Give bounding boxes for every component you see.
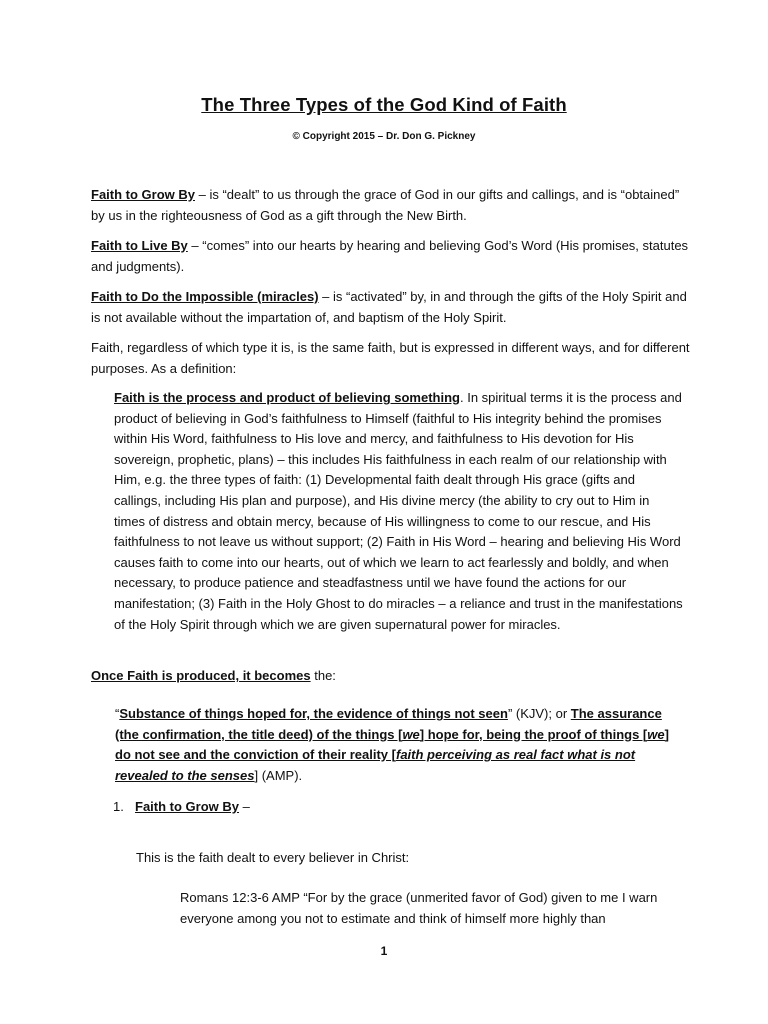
kjv-label: Substance of things hoped for, the evidence of things not seen	[119, 706, 508, 721]
faith-to-live-text: – “comes” into our hearts by hearing and believing God’s Word (His promises, statutes and judgments).	[91, 238, 689, 274]
amp-we-1: we	[402, 726, 420, 742]
amp-close: ] (AMP).	[254, 767, 303, 783]
paragraph-faith-impossible	[91, 286, 691, 328]
page-number: 1	[380, 944, 388, 958]
romans-quote: Romans 12:3-6 AMP “For by the grace (unmerited favor of God) given to me I warn everyone among you not to estimate and think of himself more highly than	[180, 890, 658, 926]
definition-intro-text: Faith, regardless of which type it is, is the same faith, but is expressed in different ways, and for different purposes. As a definition:	[91, 340, 690, 376]
faith-to-grow-text: – is “dealt” to us through the grace of God in our gifts and callings, and is “obtained” by us in the righteousness of God as a gift through the New Birth.	[91, 187, 680, 223]
list-label: Faith to Grow By	[135, 799, 239, 814]
definition-text: . In spiritual terms it is the process and product of believing in God’s faithfulness to Himself (faithful to His integrity behind the promises within His Word, faithfulness to His love and mercy, and faithfulness to His devotion for His sovereign, prophetic, plans) – this includes His faithfulness in each realm of our relationship with Him, e.g. the three types of faith: (1) Developmental faith dealt through His grace (gifts and callings, including His plan and purpose), and His divine mercy (the ability to cry out to Him in times of distress and obtain mercy, because of His willingness to come to our rescue, and His faithfulness to not leave us without support; (2) Faith in His Word – hearing and believing His Word causes faith to come into our hearts, out of which we learn to act fearlessly and boldly, and when necessary, to produce patience and steadfastness until we have found the actions for our manifestation; (3) Faith in the Holy Ghost to do miracles – a reliance and trust in the manifestations of the Holy Spirit through which we are given supernatural power for miracles.	[114, 390, 683, 632]
document-title: The Three Types of the God Kind of Faith	[201, 94, 567, 115]
faith-to-grow-label: Faith to Grow By	[91, 187, 195, 202]
faith-impossible-label: Faith to Do the Impossible (miracles)	[91, 289, 319, 304]
amp-part-1: The assurance (the confirmation, the title deed) of the things [	[115, 706, 662, 742]
definition-block	[114, 388, 684, 635]
paragraph-once-faith	[91, 665, 691, 686]
amp-italic: faith perceiving as real fact what is not revealed to the senses	[115, 747, 636, 783]
definition-label: Faith is the process and product of believing something	[114, 390, 460, 405]
once-faith-label: Once Faith is produced, it becomes	[91, 668, 311, 683]
list-item-faith-to-grow	[113, 799, 250, 814]
once-faith-text: the:	[310, 668, 336, 683]
paragraph-faith-to-live	[91, 235, 691, 277]
paragraph-definition-intro	[91, 337, 691, 379]
faith-to-live-label: Faith to Live By	[91, 238, 188, 253]
amp-part-2: ] hope for, being the proof of things [	[419, 726, 648, 742]
list-number: 1.	[113, 799, 124, 814]
kjv-amp-quote	[115, 704, 681, 786]
faith-dealt-line: This is the faith dealt to every believer in Christ:	[136, 850, 410, 865]
list-dash: –	[239, 799, 250, 814]
kjv-mid: ” (KJV); or	[507, 706, 571, 721]
faith-impossible-text: – is “activated” by, in and through the gifts of the Holy Spirit and is not available without the impartation of, and baptism of the Holy Spirit.	[91, 289, 687, 325]
amp-part-3: ] do not see and the conviction of their reality [	[115, 726, 669, 762]
amp-we-2: we	[647, 726, 665, 742]
open-quote: “	[115, 706, 120, 721]
copyright-line: © Copyright 2015 – Dr. Don G. Pickney	[292, 131, 476, 142]
paragraph-faith-to-grow	[91, 184, 691, 226]
